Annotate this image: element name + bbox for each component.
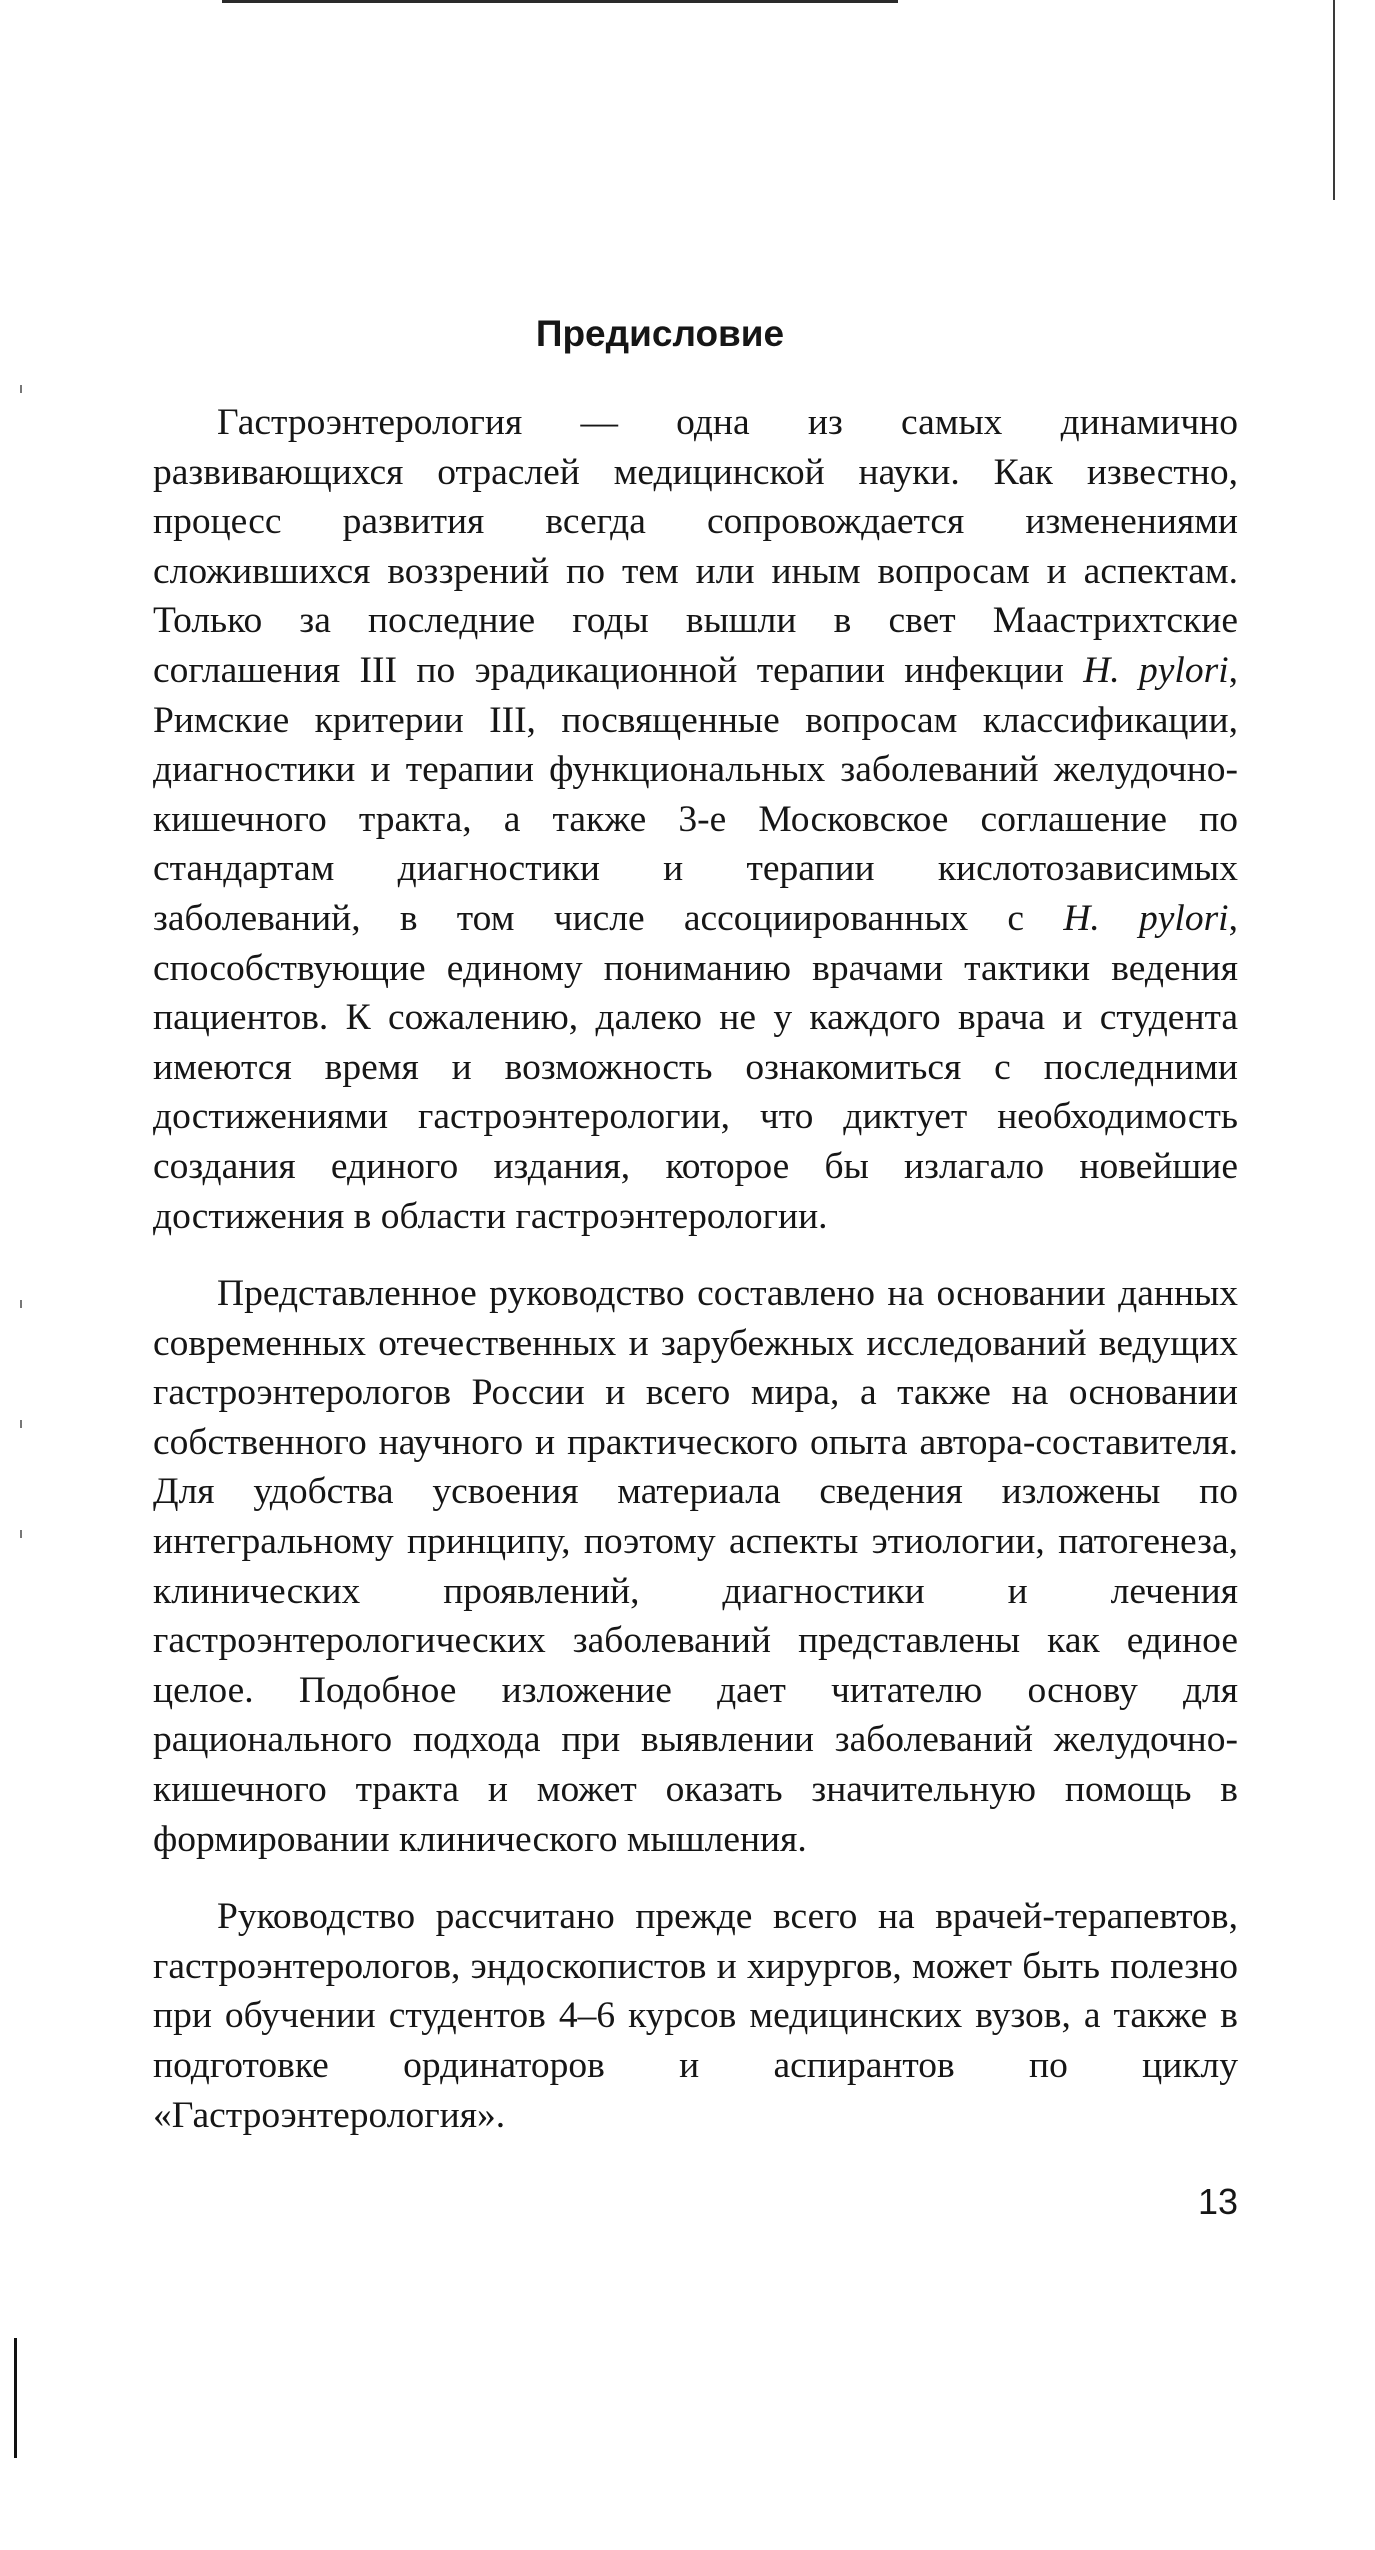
paragraph-2 [153, 1269, 1238, 1864]
scan-speck [20, 385, 22, 393]
paragraph-1 [153, 398, 1238, 1241]
scan-speck [20, 1530, 22, 1538]
body-text [153, 398, 1238, 2168]
section-heading: Предисловие [535, 313, 785, 354]
scan-speck [20, 1420, 22, 1428]
scan-speck [20, 1300, 22, 1308]
paragraph-1-text: Гастроэнтерология — одна из самых динамично развивающихся отраслей медицинской науки. Как известно, процесс развития всегда сопровождается изменениями сложившихся воззрений по тем или иным вопросам и аспектам. Только за последние годы вышли в свет Маастрихтские соглашения III по эрадикационной терапии инфекции H. pylori, Римские критерии III, посвященные вопросам классификации, диагностики и терапии функциональных заболеваний желудочно-кишечного тракта, а также 3-е Московское соглашение по стандартам диагностики и терапии кислотозависимых заболеваний, в том числе ассоциированных с H. pylori, способствующие единому пониманию врачами тактики ведения пациентов. К сожалению, далеко не у каждого врача и студента имеются время и возможность ознакомиться с последними достижениями гастроэнтерологии, что диктует необходимость создания единого издания, которое бы излагало новейшие достижения в области гастроэнтерологии. [153, 402, 1238, 1237]
paragraph-3 [153, 1892, 1238, 2140]
paragraph-2-text: Представленное руководство составлено на основании данных современных отечественных и зарубежных исследований ведущих гастроэнтерологов России и всего мира, а также на основании собственного научного и практического опыта автора-составителя. Для удобства усвоения материала сведения изложены по интегральному принципу, поэтому аспекты этиологии, патогенеза, клинических проявлений, диагностики и лечения гастроэнтерологических заболеваний представлены как единое целое. Подобное изложение дает читателю основу для рационального подхода при выявлении заболеваний желудочно-кишечного тракта и может оказать значительную помощь в формировании клинического мышления. [153, 1273, 1238, 1860]
page-edge-line [1333, 0, 1335, 200]
page-number: 13 [1197, 2181, 1238, 2222]
top-rule [222, 0, 898, 3]
paragraph-3-text: Руководство рассчитано прежде всего на врачей-терапевтов, гастроэнтерологов, эндоскопистов и хирургов, может быть полезно при обучении студентов 4–6 курсов медицинских вузов, а также в подготовке ординаторов и аспирантов по циклу «Гастроэнтерология». [153, 1896, 1238, 2136]
scan-edge-mark [14, 2338, 17, 2458]
